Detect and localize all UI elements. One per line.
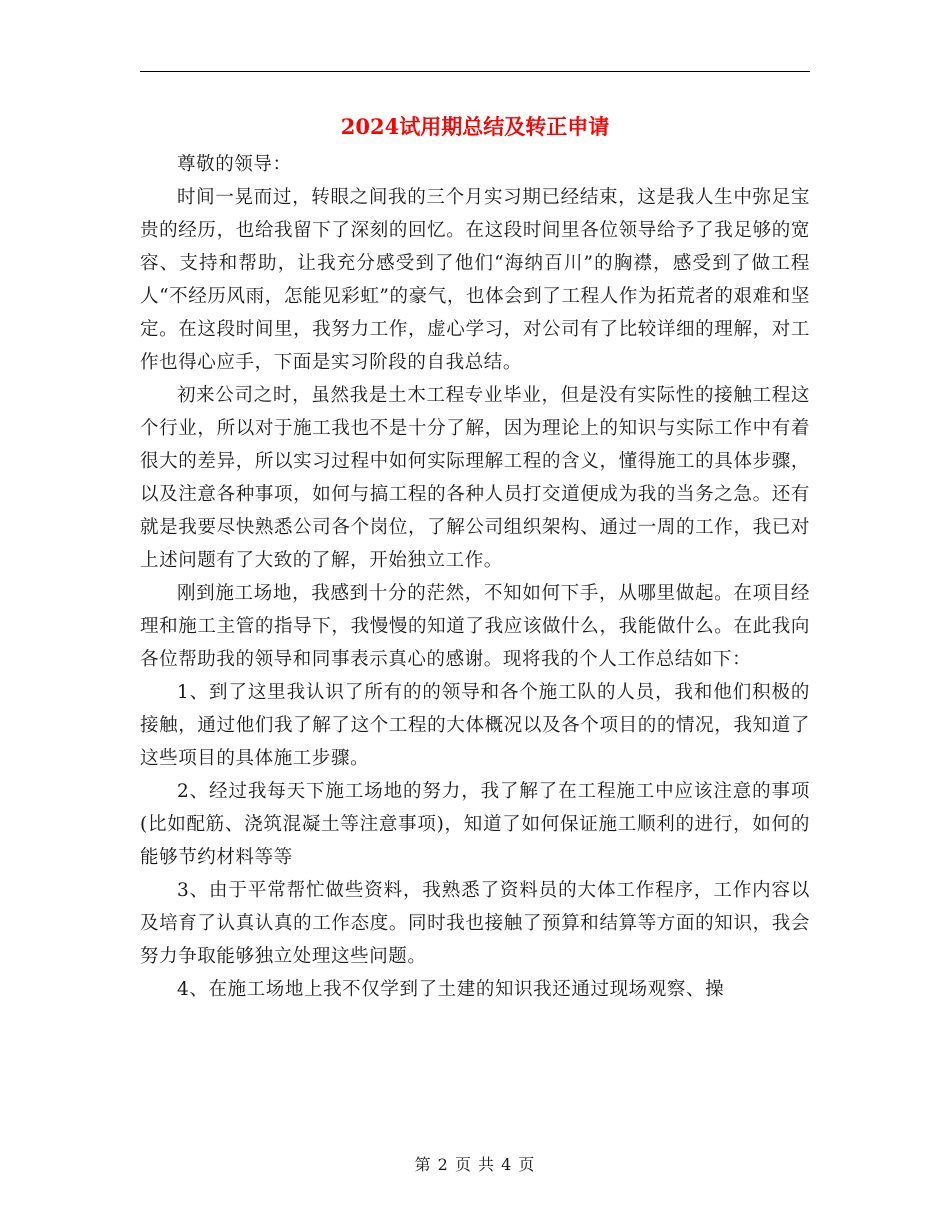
paragraph-arrival: 初来公司之时，虽然我是土木工程专业毕业，但是没有实际性的接触工程这个行业，所以对于施工我也不是十分了解，因为理论上的知识与实际工作中有着很大的差异，所以实习过程中如何实际理解工程的含义，懂得施工的具体步骤，以及注意各种事项，如何与搞工程的各种人员打交道便成为我的当务之急。还有就是我要尽快熟悉公司各个岗位，了解公司组织架构、通过一周的工作，我已对上述问题有了大致的了解，开始独立工作。 — [140, 385, 810, 571]
salutation: 尊敬的领导： — [177, 154, 292, 175]
list-item-4: 4、在施工场地上我不仅学到了土建的知识我还通过现场观察、操 — [177, 979, 725, 1000]
document-body — [140, 148, 810, 1006]
header-rule — [140, 71, 810, 72]
list-item-1: 1、到了这里我认识了所有的的领导和各个施工队的人员，我和他们积极的接触，通过他们我了解了这个工程的大体概况以及各个项目的的情况，我知道了这些项目的具体施工步骤。 — [140, 682, 810, 769]
document-title: 2024试用期总结及转正申请 — [340, 114, 610, 139]
paragraph-site: 刚到施工场地，我感到十分的茫然，不知如何下手，从哪里做起。在项目经理和施工主管的指导下，我慢慢的知道了我应该做什么，我能做什么。在此我向各位帮助我的领导和同事表示真心的感谢。现将我的个人工作总结如下： — [140, 583, 810, 670]
list-item-3: 3、由于平常帮忙做些资料，我熟悉了资料员的大体工作程序，工作内容以及培育了认真认真的工作态度。同时我也接触了预算和结算等方面的知识，我会努力争取能够独立处理这些问题。 — [140, 880, 810, 967]
page-footer: 第 2 页 共 4 页 — [414, 1155, 536, 1174]
paragraph-intro: 时间一晃而过，转眼之间我的三个月实习期已经结束，这是我人生中弥足宝贵的经历，也给我留下了深刻的回忆。在这段时间里各位领导给予了我足够的宽容、支持和帮助，让我充分感受到了他们“海纳百川”的胸襟，感受到了做工程人“不经历风雨，怎能见彩虹”的豪气，也体会到了工程人作为拓荒者的艰难和坚定。在这段时间里，我努力工作，虚心学习，对公司有了比较详细的理解，对工作也得心应手，下面是实习阶段的自我总结。 — [140, 187, 810, 373]
list-item-2: 2、经过我每天下施工场地的努力，我了解了在工程施工中应该注意的事项(比如配筋、浇筑混凝土等注意事项)，知道了如何保证施工顺利的进行，如何的能够节约材料等等 — [140, 781, 810, 868]
